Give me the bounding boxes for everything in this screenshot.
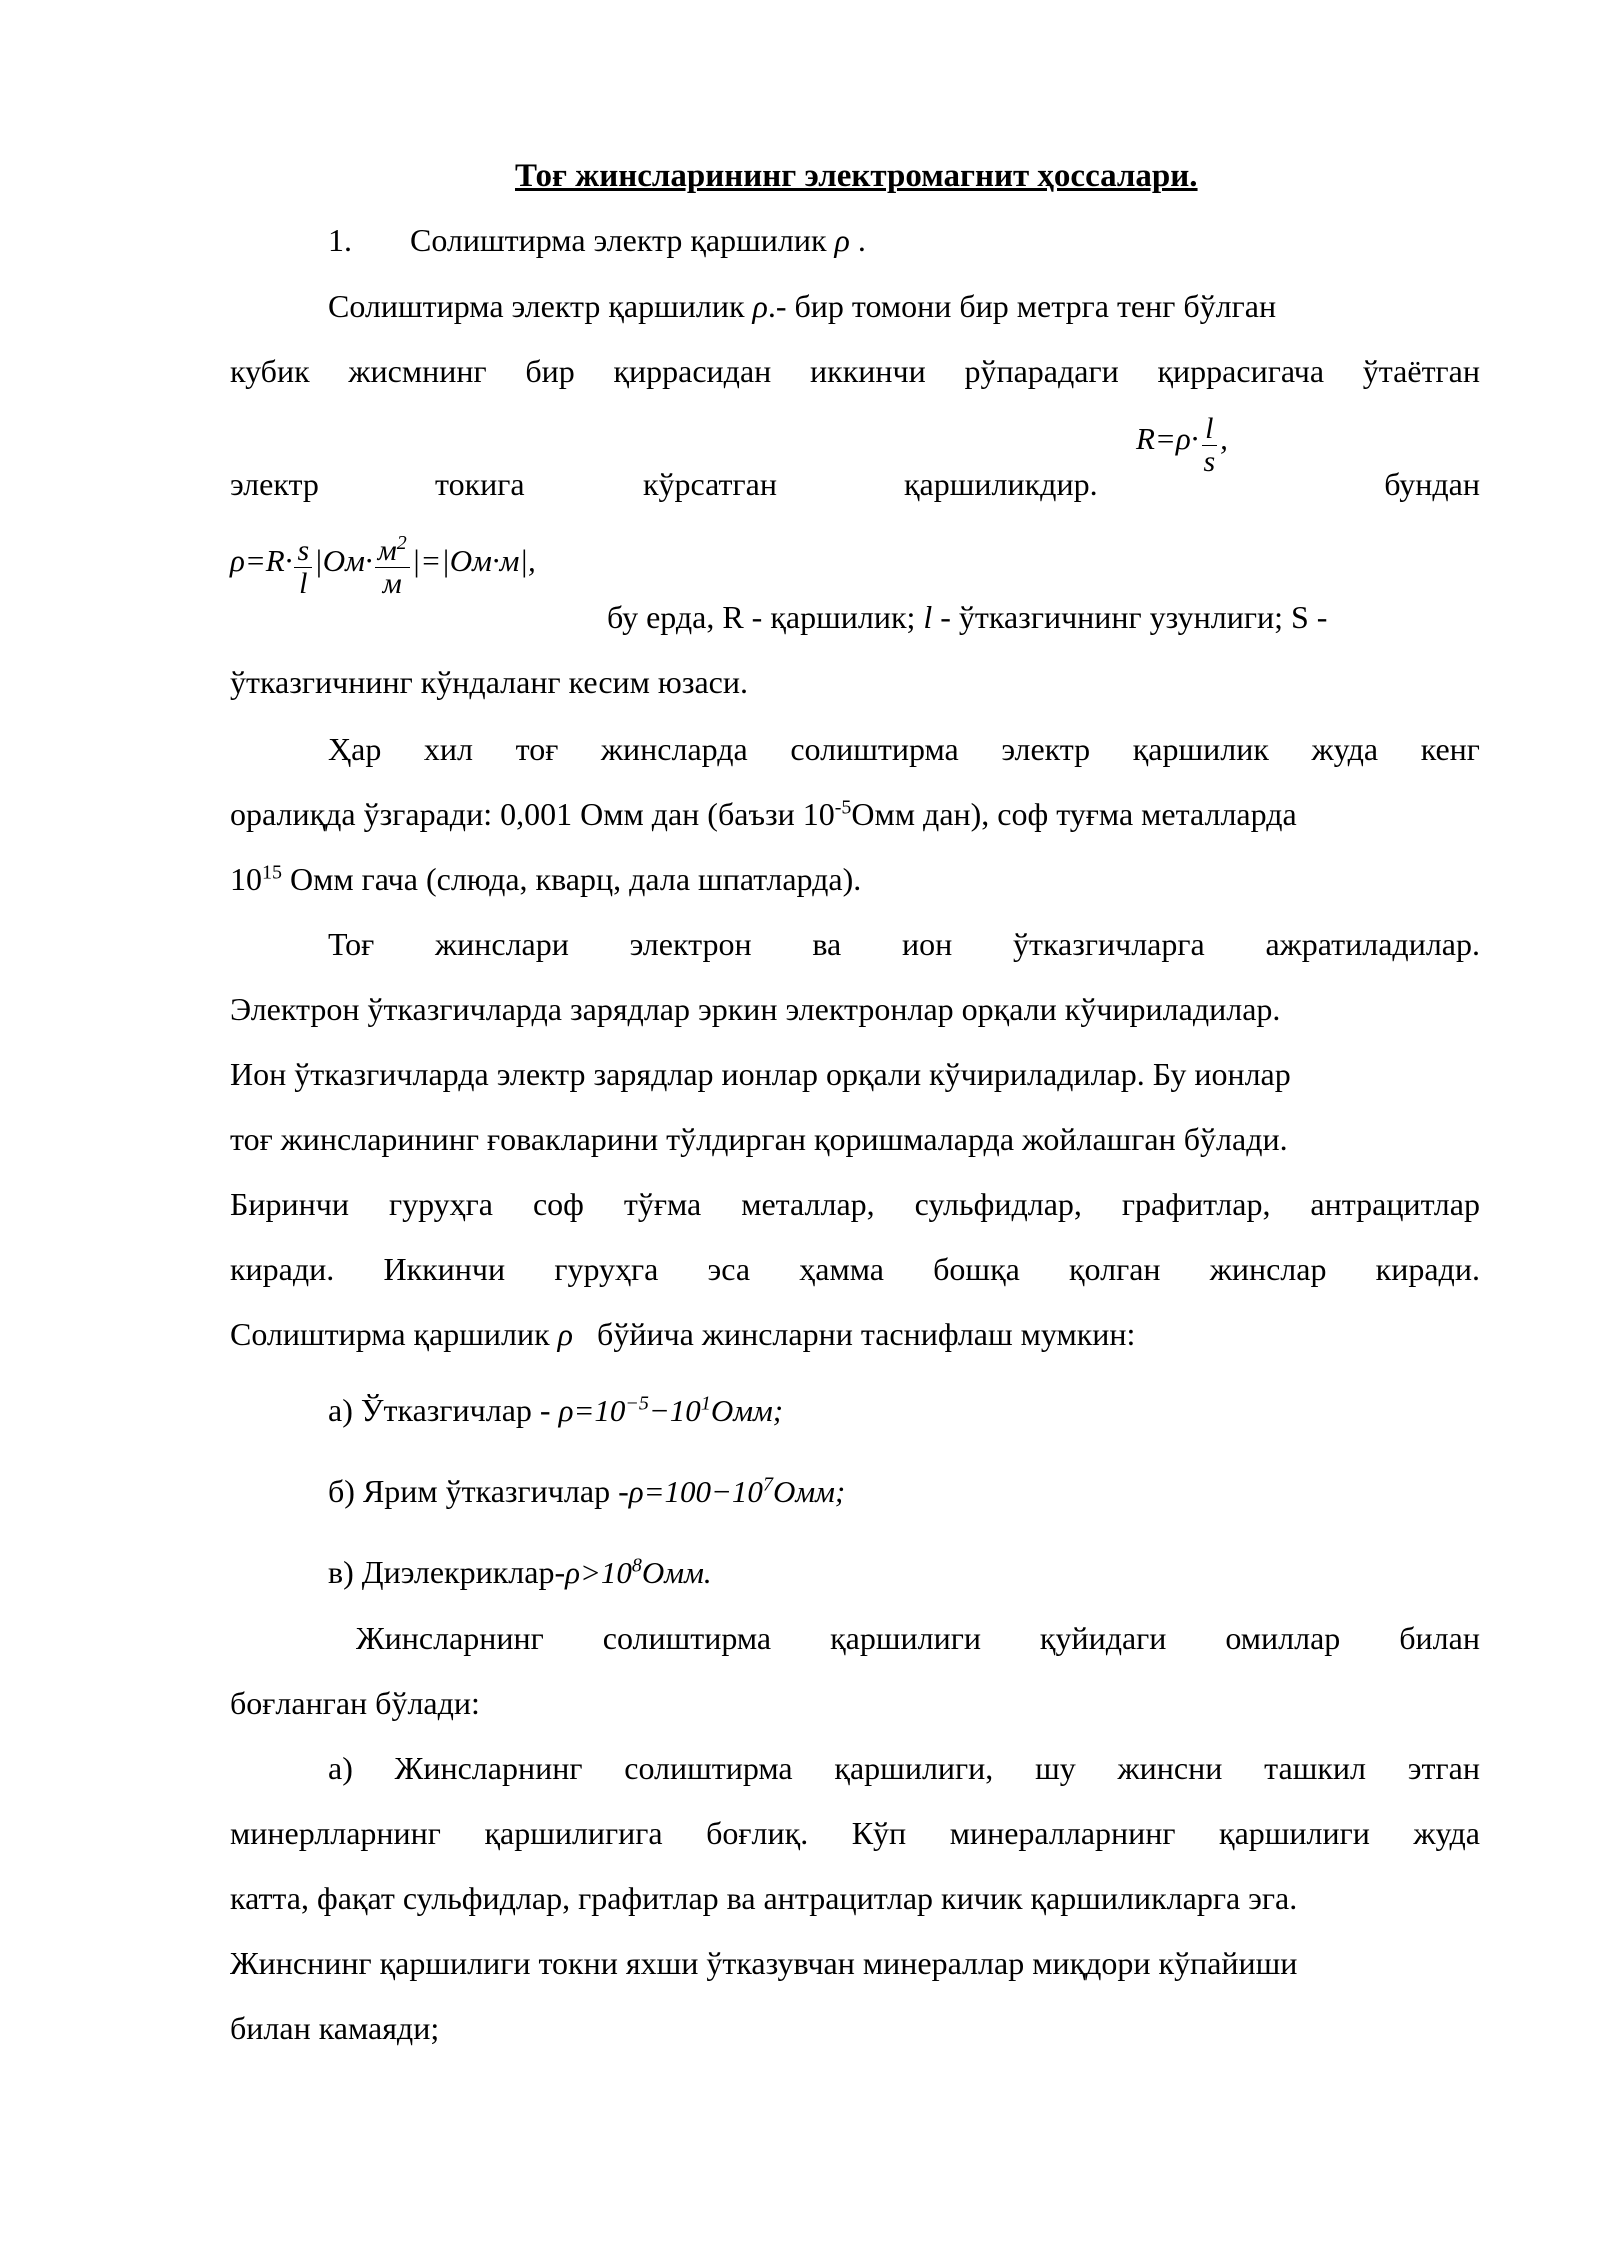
text-span: −10 <box>648 1393 701 1428</box>
text-span: эса <box>707 1251 751 1287</box>
text-span: ион <box>901 926 953 962</box>
text-span: электр <box>1001 731 1091 767</box>
paragraph-line <box>356 1618 1480 1658</box>
text-span: бошқа <box>933 1251 1020 1287</box>
text-span: 1. <box>328 222 352 258</box>
text-span: жинслар <box>1209 1251 1327 1287</box>
text-span: шу <box>1035 1750 1076 1786</box>
text-span: қуйидаги <box>1039 1620 1167 1656</box>
text-span: минерлларнинг <box>230 1815 441 1851</box>
text-span: қаршилиги <box>830 1620 981 1656</box>
text-span: солиштирма <box>624 1750 793 1786</box>
classification-item <box>328 1471 1480 1512</box>
paragraph-line <box>230 1184 1480 1224</box>
text-span: R=ρ· <box>1136 421 1199 457</box>
text-span: - ўтказгичнинг узунлиги; S - <box>940 599 1328 635</box>
text-span: s <box>1203 445 1216 478</box>
text-span: минералларнинг <box>949 1815 1176 1851</box>
text-span: l <box>299 567 308 600</box>
text-span: 15 <box>262 861 282 884</box>
text-span: м <box>382 567 402 600</box>
text-span: солиштирма <box>790 731 959 767</box>
text-span: s <box>294 535 312 568</box>
paragraph-line: Жинснинг қаршилиги токни яхши ўтказувчан минераллар миқдори кўпайиши <box>230 1945 1298 1981</box>
paragraph-line: ўтказгичнинг кўндаланг кесим юзаси. <box>230 664 748 700</box>
text-span: тоғ <box>515 731 559 767</box>
text-span: ρ=R· <box>230 543 293 579</box>
text-span: боғлиқ. <box>706 1815 809 1851</box>
text-span: жуда <box>1311 731 1379 767</box>
text-span: хил <box>423 731 474 767</box>
text-span: Омм; <box>772 1474 846 1509</box>
text-span: м <box>377 534 397 567</box>
text-span: кенг <box>1420 731 1480 767</box>
text-span: киради. <box>1375 1251 1480 1287</box>
text-span: Жинсларнинг <box>394 1750 583 1786</box>
text-span: рўпарадаги <box>964 353 1119 389</box>
paragraph-line <box>230 794 1480 834</box>
text-span: −5 <box>625 1392 649 1415</box>
text-span: кўрсатган <box>643 466 777 502</box>
text-span: этган <box>1407 1750 1480 1786</box>
text-span: Жинсларнинг <box>356 1620 544 1656</box>
paragraph-line: билан камаяди; <box>230 2010 440 2046</box>
text-span: ρ <box>834 222 850 258</box>
text-span: Омм. <box>641 1555 712 1590</box>
paragraph-line <box>230 1813 1480 1853</box>
formula-resistance <box>1136 413 1228 478</box>
text-span: |=|Ом·м|, <box>411 543 536 579</box>
paragraph-line <box>328 924 1480 964</box>
paragraph-line <box>230 1314 1480 1354</box>
text-span: кубик <box>230 353 310 389</box>
text-span: 1 <box>700 1392 711 1415</box>
text-span: қиррасигача <box>1157 353 1325 389</box>
text-span: а) Ўтказгичлар - <box>328 1392 551 1428</box>
page-title: Тоғ жинсларининг электромагнит ҳоссалари. <box>515 158 1198 194</box>
text-span: солиштирма <box>602 1620 772 1656</box>
classification-item <box>328 1552 1480 1593</box>
text-span: а) <box>328 1750 353 1786</box>
text-span: жуда <box>1413 1815 1480 1851</box>
text-span: қаршилигига <box>484 1815 663 1851</box>
text-span: гуруҳга <box>388 1186 493 1222</box>
text-span: жинсни <box>1117 1750 1223 1786</box>
paragraph-line: Электрон ўтказгичларда зарядлар эркин электронлар орқали кўчириладилар. <box>230 991 1281 1027</box>
text-span: қиррасидан <box>613 353 772 389</box>
text-span: қаршилиги, <box>834 1750 994 1786</box>
text-span: Омм дан), соф туғма металларда <box>851 796 1297 832</box>
text-span: антрацитлар <box>1310 1186 1480 1222</box>
text-span: 10 <box>230 861 262 897</box>
text-span: жисмнинг <box>348 353 487 389</box>
text-span: сульфидлар, <box>914 1186 1082 1222</box>
text-span: Омм; <box>710 1393 784 1428</box>
list-item-1 <box>328 220 1480 260</box>
text-span: ўтказгичларга <box>1012 926 1205 962</box>
text-span: бир <box>525 353 575 389</box>
text-span: токига <box>435 466 525 502</box>
paragraph-line: Ион ўтказгичларда электр зарядлар ионлар орқали кўчириладилар. Бу ионлар <box>230 1056 1291 1092</box>
text-span: 8 <box>631 1554 642 1577</box>
text-span: бундан <box>1384 466 1480 502</box>
text-span: l <box>923 599 933 635</box>
text-span: омиллар <box>1225 1620 1341 1656</box>
paragraph-line <box>230 859 1480 899</box>
text-span: билан <box>1399 1620 1480 1656</box>
text-span: ва <box>812 926 842 962</box>
text-span: бўйича жинсларни таснифлаш мумкин: <box>597 1316 1136 1352</box>
text-span: қаршилиги <box>1219 1815 1370 1851</box>
text-span: электрон <box>629 926 752 962</box>
text-span: Тоғ <box>328 926 375 962</box>
text-span: 7 <box>762 1473 773 1496</box>
text-span: Солиштирма электр қаршилик <box>410 222 827 258</box>
text-span: ҳамма <box>799 1251 884 1287</box>
text-span: ташкил <box>1264 1750 1366 1786</box>
text-span: металлар, <box>741 1186 875 1222</box>
text-span: ажратиладилар. <box>1265 926 1480 962</box>
text-span: бу ерда, R - қаршилик; <box>607 599 916 635</box>
text-span: ўтаётган <box>1362 353 1480 389</box>
text-span: соф <box>532 1186 584 1222</box>
text-span: .- бир томони бир метрга тенг бўлган <box>767 288 1277 324</box>
text-span: Солиштирма қаршилик <box>230 1316 550 1352</box>
text-span: оралиқда ўзгаради: 0,001 Омм дан (баъзи 10 <box>230 796 835 832</box>
text-span: жинслари <box>435 926 569 962</box>
text-span: ρ>10 <box>565 1555 632 1590</box>
paragraph-line: тоғ жинсларининг ғовакларини тўлдирган қоришмаларда жойлашган бўлади. <box>230 1121 1288 1157</box>
paragraph-line <box>607 597 1480 637</box>
text-span: графитлар, <box>1121 1186 1271 1222</box>
text-span: Солиштирма электр қаршилик <box>328 288 745 324</box>
text-span: қаршиликдир. <box>904 466 1098 502</box>
text-span: тўғма <box>623 1186 702 1222</box>
text-span: 2 <box>396 532 407 554</box>
text-span: ρ <box>557 1316 574 1352</box>
text-span: Биринчи <box>230 1186 349 1222</box>
text-span: -5 <box>834 796 852 819</box>
text-span: киради. <box>230 1251 335 1287</box>
text-span: |Ом· <box>314 543 373 579</box>
paragraph-line <box>328 729 1480 769</box>
text-span: Ҳар <box>328 731 382 767</box>
paragraph-line <box>230 351 1480 391</box>
text-span: l <box>1202 413 1216 446</box>
paragraph-line <box>328 286 1480 326</box>
text-span: қаршилик <box>1132 731 1269 767</box>
text-span: ρ=100−10 <box>628 1474 763 1509</box>
text-span: иккинчи <box>810 353 926 389</box>
text-span: Иккинчи <box>383 1251 506 1287</box>
paragraph-line: боғланган бўлади: <box>230 1685 480 1721</box>
text-span: ρ <box>752 288 768 324</box>
text-span: Кўп <box>851 1815 907 1851</box>
text-span: қолган <box>1069 1251 1161 1287</box>
text-span: жинсларда <box>600 731 748 767</box>
text-span: б) Ярим ўтказгичлар - <box>328 1473 629 1509</box>
text-span: в) Диэлекриклар- <box>328 1554 566 1590</box>
text-span: электр <box>230 466 319 502</box>
text-span: . <box>857 222 866 258</box>
paragraph-line <box>230 1249 1480 1289</box>
paragraph-line <box>328 1748 1480 1788</box>
text-span: ρ=10 <box>558 1393 626 1428</box>
formula-resistivity <box>230 532 536 600</box>
text-span: , <box>1220 421 1228 457</box>
text-span: гуруҳга <box>554 1251 659 1287</box>
text-span: Омм гача (слюда, кварц, дала шпатларда). <box>282 861 862 897</box>
paragraph-line: катта, фақат сульфидлар, графитлар ва антрацитлар кичик қаршиликларга эга. <box>230 1880 1298 1916</box>
classification-item <box>328 1390 1480 1431</box>
